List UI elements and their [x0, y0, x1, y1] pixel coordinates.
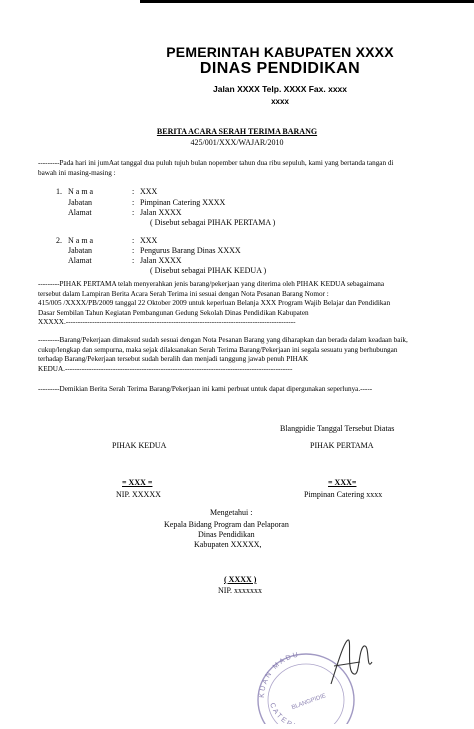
svg-text:CATERING: CATE: [267, 701, 289, 724]
pihak-kedua-nip: NIP. XXXXX: [116, 490, 161, 499]
jabatan-label: Jabatan: [68, 246, 92, 255]
paragraph-line: XXXXX.------------------------------------------------------------------------------------------------: [38, 318, 296, 326]
colon: :: [132, 256, 135, 265]
paragraph-line: cukup/lengkap dan sempurna, maka sejak dilaksanakan Serah Terima Barang/Pekerjaan ini segala sesuatu yang berhubungan: [38, 345, 398, 354]
party-note: ( Disebut sebagai PIHAK PERTAMA ): [150, 218, 276, 227]
document-number: 425/001/XXX/WAJAR/2010: [190, 138, 284, 147]
pihak-pertama-title: PIHAK PERTAMA: [310, 441, 374, 450]
pihak-pertama-role: Pimpinan Catering xxxx: [304, 490, 383, 499]
kepala-title-1: Kepala Bidang Program dan Pelaporan: [164, 520, 289, 529]
paragraph-line: ---------PIHAK PERTAMA telah menyerahkan jenis barang/pekerjaan yang diterima oleh PIHAK KEDUA sebagaimana: [38, 280, 385, 288]
colon: :: [132, 236, 135, 245]
pihak-kedua-title: PIHAK KEDUA: [112, 441, 167, 450]
nama-value: XXX: [140, 187, 158, 196]
alamat-label: Alamat: [68, 256, 92, 265]
mengetahui-label: Mengetahui :: [210, 508, 253, 517]
signature-place-date: Blangpidie Tanggal Tersebut Diatas: [280, 424, 395, 433]
header-office: DINAS PENDIDIKAN: [199, 60, 361, 77]
paragraph-line: 415/005 /XXXX/PB/2009 tanggal 22 Oktober 2009 untuk keperluan Belanja XXX Program Wajib Belajar dan Pendidikan: [38, 299, 391, 307]
paragraph-line: KEDUA.-----------------------------------------------------------------------------------------------: [38, 364, 293, 373]
svg-text:KUAN MADU: KUAN MADU: [258, 651, 301, 699]
pihak-pertama-name: = XXX=: [328, 478, 357, 487]
nama-label: N a m a: [68, 187, 94, 196]
kepala-title-3: Kabupaten XXXXX,: [194, 540, 262, 549]
nama-label: N a m a: [68, 236, 94, 245]
jabatan-value: Pimpinan Catering XXXX: [140, 198, 226, 207]
header-address-cont: xxxx: [271, 97, 289, 106]
colon: :: [132, 208, 135, 217]
nama-value: XXX: [140, 236, 158, 245]
kepala-title-2: Dinas Pendidikan: [198, 530, 255, 539]
header-address: Jalan XXXX Telp. XXXX Fax. xxxx: [212, 84, 348, 94]
kepala-name: ( XXXX ): [224, 575, 257, 584]
party-note: ( Disebut sebagai PIHAK KEDUA ): [150, 266, 267, 275]
svg-text:BLANGPIDIE: BLANGPIDIE: [290, 693, 327, 712]
alamat-value: Jalan XXXX: [140, 208, 182, 217]
document-title: BERITA ACARA SERAH TERIMA BARANG: [156, 127, 318, 136]
party-number: 1.: [56, 187, 62, 196]
top-border-line: [140, 0, 474, 3]
paragraph-line: ---------Barang/Pekerjaan dimaksud sudah sesuai dengan Nota Pesanan Barang yang diharapkan dan berada dalam keadaan baik,: [38, 336, 408, 344]
paragraph-closing: ---------Demikian Berita Serah Terima Barang/Pekerjaan ini kami perbuat untuk dapat dipergunakan seperlunya.-----: [38, 385, 373, 393]
paragraph-line: tersebut dalam Lampiran Berita Acara Serah Terima ini sesuai dengan Nota Pesanan Barang Nomor :: [38, 289, 329, 298]
colon: :: [132, 198, 135, 207]
alamat-value: Jalan XXXX: [140, 256, 182, 265]
party-number: 2.: [56, 236, 62, 245]
intro-line-2: bawah ini masing-masing :: [38, 169, 116, 177]
kepala-nip: NIP. xxxxxxx: [218, 586, 263, 595]
paragraph-line: Dasar Sembilan Tahun Kegiatan Pembangunan Gedung Sekolah Dinas Pendidikan Kabupaten: [38, 308, 309, 317]
paragraph-handover: [38, 280, 442, 328]
official-stamp: [248, 638, 358, 729]
colon: :: [132, 187, 135, 196]
header-government: PEMERINTAH KABUPATEN XXXX: [166, 44, 394, 60]
jabatan-label: Jabatan: [68, 198, 92, 207]
handwritten-signature-icon: [326, 632, 376, 692]
jabatan-value: Pengurus Barang Dinas XXXX: [140, 246, 241, 255]
colon: :: [132, 246, 135, 255]
paragraph-line: terhadap Barang/Pekerjaan tersebut sudah beralih dan menjadi tanggung jawab penuh PIHAK: [38, 355, 309, 363]
paragraph-condition: [38, 336, 442, 374]
intro-line-1: ---------Pada hari ini jumAat tanggal dua puluh tujuh bulan nopember tahun dua ribu sepuluh, kami yang bertanda tangan di: [38, 159, 394, 167]
pihak-kedua-name: = XXX =: [122, 478, 153, 487]
alamat-label: Alamat: [68, 208, 92, 217]
